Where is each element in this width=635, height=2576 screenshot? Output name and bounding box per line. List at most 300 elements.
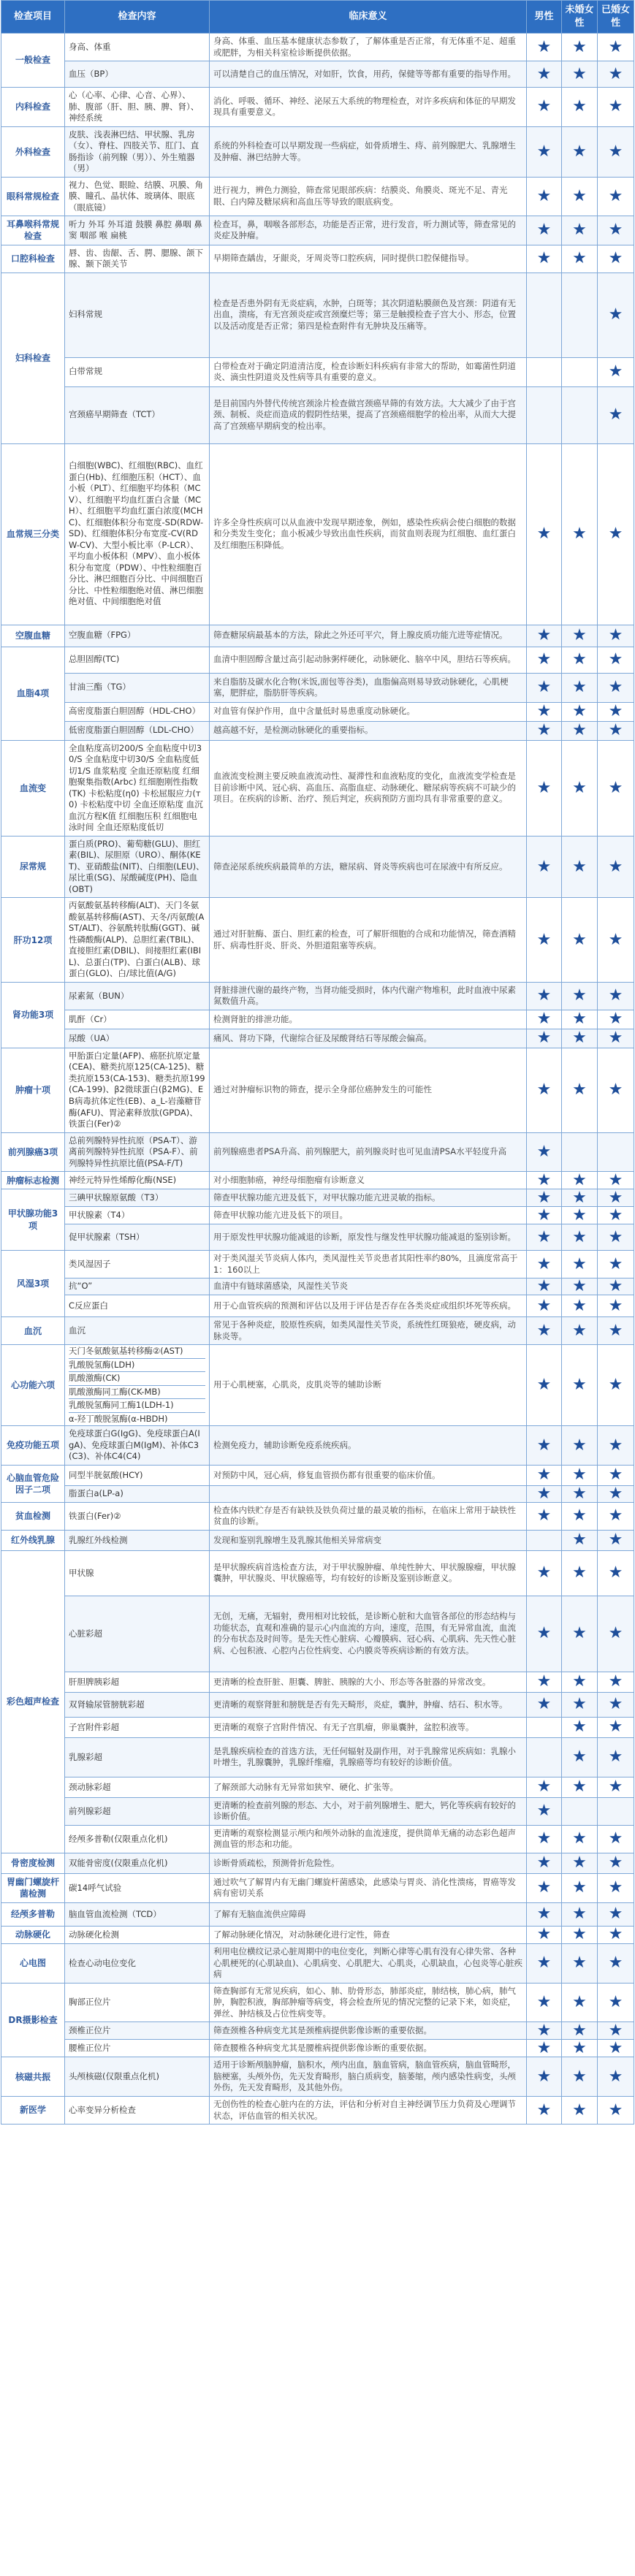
unmarried-female-star: ★ — [562, 88, 598, 127]
meaning-cell: 了解颈部大动脉有无异常如狭窄、硬化、扩张等。 — [210, 1777, 527, 1797]
content-cell: 抗“O” — [65, 1279, 210, 1295]
unmarried-female-star: ★ — [562, 625, 598, 647]
meaning-cell: 前列腺癌患者PSA升高、前列腺肥大，前列腺炎时也可见血清PSA水平轻度升高 — [210, 1132, 527, 1172]
content-line: 天门冬氨酸氨基转移酶②(AST) — [69, 1345, 205, 1359]
meaning-cell: 筛查胸部有无常见疾病，如心、肺、肋骨形态，肺部炎症，肺结核，肺心病，肺气肿，胸腔积液，胸部肿瘤等病变，将会检查所见的情况完整的记录下来，如炎症，弹丝、肿结核及占位性病变等。 — [210, 1983, 527, 2022]
content-cell: 心（心率、心律、心音、心界）、肺、腹部（肝、胆、胰、脾、肾）、神经系统 — [65, 88, 210, 127]
married-female-star: ★ — [598, 1345, 634, 1426]
header-male: 男性 — [527, 1, 562, 34]
married-female-star: ★ — [598, 2022, 634, 2040]
unmarried-female-star: ★ — [562, 1692, 598, 1717]
unmarried-female-star: ★ — [562, 61, 598, 88]
table-row — [1, 443, 634, 625]
married-female-star: ★ — [598, 1853, 634, 1873]
project-cell: 外科检查 — [1, 126, 65, 177]
male-star — [527, 1530, 562, 1550]
married-female-star: ★ — [598, 721, 634, 740]
male-star: ★ — [527, 625, 562, 647]
married-female-star: ★ — [598, 1251, 634, 1279]
male-star — [527, 273, 562, 357]
married-female-star: ★ — [598, 1502, 634, 1530]
table-row — [1, 1550, 634, 1596]
table-row — [1, 1943, 634, 1983]
content-cell: 视力、色觉、眼睑、结膜、巩膜、角膜、瞳孔、晶状体、玻璃体、眼底（眼底镜） — [65, 177, 210, 216]
content-cell: 空腹血糖（FPG） — [65, 625, 210, 647]
project-cell: DR摄影检查 — [1, 1983, 65, 2057]
male-star: ★ — [527, 177, 562, 216]
header-meaning: 临床意义 — [210, 1, 527, 34]
table-row — [1, 34, 634, 61]
table-row — [1, 177, 634, 216]
married-female-star: ★ — [598, 1029, 634, 1048]
married-female-star: ★ — [598, 386, 634, 443]
male-star: ★ — [527, 1926, 562, 1943]
male-star: ★ — [527, 1317, 562, 1345]
unmarried-female-star: ★ — [562, 1926, 598, 1943]
male-star: ★ — [527, 2096, 562, 2124]
table-row — [1, 2096, 634, 2124]
project-cell: 血脂4项 — [1, 647, 65, 740]
male-star: ★ — [527, 1943, 562, 1983]
content-cell: C反应蛋白 — [65, 1295, 210, 1317]
content-line: 乳酸脱氢酶同工酶1(LDH-1) — [69, 1399, 205, 1413]
male-star: ★ — [527, 1172, 562, 1189]
content-cell: 经颅多普勒(仅限重点化机) — [65, 1825, 210, 1853]
header-unmarried-female: 未婚女性 — [562, 1, 598, 34]
meaning-cell: 更清晰的检查前列腺的形态、大小，对于前列腺增生、肥大，钙化等疾病有较好的诊断价值。 — [210, 1797, 527, 1825]
table-row — [1, 1777, 634, 1797]
unmarried-female-star: ★ — [562, 702, 598, 721]
married-female-star: ★ — [598, 1317, 634, 1345]
unmarried-female-star: ★ — [562, 673, 598, 702]
married-female-star: ★ — [598, 1550, 634, 1596]
table-row — [1, 647, 634, 673]
table-row — [1, 1902, 634, 1926]
meaning-cell: 越高越不好，是检测动脉硬化的重要指标。 — [210, 721, 527, 740]
project-cell: 血常规三分类 — [1, 443, 65, 625]
married-female-star: ★ — [598, 1295, 634, 1317]
male-star: ★ — [527, 1797, 562, 1825]
table-row — [1, 1717, 634, 1737]
unmarried-female-star: ★ — [562, 740, 598, 836]
male-star: ★ — [527, 1873, 562, 1902]
unmarried-female-star: ★ — [562, 1777, 598, 1797]
project-cell: 经颅多普勒 — [1, 1902, 65, 1926]
content-cell: 听力 外耳 外耳道 鼓膜 鼻腔 鼻咽 鼻窦 咽部 喉 扁桃 — [65, 216, 210, 245]
meaning-cell: 无创伤性的检查心脏内在的方法，评估和分析对自主神经调节压力负荷及心理调节状态，评估血管的相关状况。 — [210, 2096, 527, 2124]
table-row — [1, 357, 634, 386]
unmarried-female-star: ★ — [562, 1029, 598, 1048]
meaning-cell: 身高、体重、血压基本健康状态参数了，了解体重是否正常，有无体重不足、超重或肥胖，为相关科室检诊断提供依据。 — [210, 34, 527, 61]
meaning-cell: 是目前国内外替代传统宫颈涂片检查做宫颈癌早筛的有效方法。大大减少了由于宫颈、制板、炎症而造成的假阴性结果，提高了宫颈癌细胞学的检出率，从而大大提高了宫颈癌早期病变的检出率。 — [210, 386, 527, 443]
meaning-cell: 通过对肿瘤标识物的筛查，提示全身部位癌肿发生的可能性 — [210, 1048, 527, 1132]
male-star — [527, 1737, 562, 1777]
project-cell: 贫血检测 — [1, 1502, 65, 1530]
content-cell: 颈动脉彩超 — [65, 1777, 210, 1797]
meaning-cell: 适用于诊断颅脑肿瘤，脑积水，颅内出血，脑血管病，脑血管疾病，脑血管畸形，脑梗塞，头颅外伤，先天发育畸形，脑白质病变，脑萎缩，颅内感染性病变，头颅外伤，先天发育畸形，及其他外伤。 — [210, 2057, 527, 2097]
table-row — [1, 836, 634, 898]
married-female-star: ★ — [598, 1777, 634, 1797]
table-row — [1, 1530, 634, 1550]
table-row — [1, 1010, 634, 1029]
meaning-cell: 检查体内铁贮存是否有缺铁及铁负荷过量的最灵敏的指标，在临床上常用于缺铁性贫血的诊断。 — [210, 1502, 527, 1530]
male-star: ★ — [527, 1465, 562, 1485]
unmarried-female-star: ★ — [562, 1717, 598, 1737]
meaning-cell: 无创，无痛，无辐射，费用相对比较低，是诊断心脏和大血管各部位的形态结构与功能状态，直观和准确的显示心内血流的方向，速度，范围，有无异常血流，血流的分布状态及时间等。是先天性心脏病、心瓣膜病、冠心病、心肌病、先天性心脏病、心包积液、心腔内占位性病变、心内膜炎等疾病诊断的有效方法。 — [210, 1596, 527, 1672]
content-cell: 白带常规 — [65, 357, 210, 386]
married-female-star: ★ — [598, 1717, 634, 1737]
meaning-cell: 诊断骨质疏松，预测骨折危险性。 — [210, 1853, 527, 1873]
meaning-cell: 检查是否患外阴有无炎症病，水肿，白斑等；其次阴道粘膜颜色及宫颈：阴道有无出血，溃疡，有无宫颈炎症或宫颈糜烂等；第三是触摸检查子宫大小、形态，位置以及活动度是否正常；第四是检查附件有无肿块及压痛等。 — [210, 273, 527, 357]
table-row — [1, 1029, 634, 1048]
meaning-cell — [210, 1485, 527, 1502]
unmarried-female-star: ★ — [562, 1189, 598, 1207]
table-row — [1, 1426, 634, 1466]
content-cell: 胸部正位片 — [65, 1983, 210, 2022]
male-star — [527, 386, 562, 443]
content-cell: 高密度脂蛋白胆固醇（HDL-CHO） — [65, 702, 210, 721]
project-cell: 心脑血管危险因子二项 — [1, 1465, 65, 1502]
married-female-star: ★ — [598, 2040, 634, 2057]
table-row — [1, 216, 634, 245]
content-cell: 唇、齿、齿龈、舌、腭、腮腺、颌下腺、颞下颌关节 — [65, 245, 210, 273]
project-cell: 肾功能3项 — [1, 982, 65, 1048]
married-female-star: ★ — [598, 2096, 634, 2124]
unmarried-female-star: ★ — [562, 1943, 598, 1983]
married-female-star: ★ — [598, 1426, 634, 1466]
content-cell: 甘油三酯（TG） — [65, 673, 210, 702]
married-female-star: ★ — [598, 1692, 634, 1717]
meaning-cell: 是甲状腺疾病首选检查方法，对于甲状腺肿瘤、单纯性肿大、甲状腺腺瘤，甲状腺囊肿，甲状腺炎、甲状腺癌等，均有较好的诊断及鉴别诊断意义。 — [210, 1550, 527, 1596]
male-star: ★ — [527, 1692, 562, 1717]
table-row — [1, 1172, 634, 1189]
table-row — [1, 673, 634, 702]
unmarried-female-star: ★ — [562, 2057, 598, 2097]
unmarried-female-star: ★ — [562, 126, 598, 177]
unmarried-female-star: ★ — [562, 1672, 598, 1692]
content-cell: 心率变异分析检查 — [65, 2096, 210, 2124]
married-female-star: ★ — [598, 245, 634, 273]
male-star: ★ — [527, 1224, 562, 1251]
male-star: ★ — [527, 1010, 562, 1029]
table-row — [1, 1132, 634, 1172]
married-female-star: ★ — [598, 1873, 634, 1902]
meaning-cell: 了解动脉硬化情况，对动脉硬化进行定性，筛查 — [210, 1926, 527, 1943]
content-line: 乳酸脱氢酶(LDH) — [69, 1359, 205, 1373]
table-row — [1, 126, 634, 177]
table-row — [1, 1224, 634, 1251]
meaning-cell: 检查耳，鼻，咽喉各部形态，功能是否正常，进行发音，听力测试等，筛查常见的炎症及肿瘤。 — [210, 216, 527, 245]
meaning-cell: 发现和鉴别乳腺增生及乳腺其他相关异常病变 — [210, 1530, 527, 1550]
married-female-star: ★ — [598, 1943, 634, 1983]
married-female-star: ★ — [598, 357, 634, 386]
table-row — [1, 1189, 634, 1207]
table-row — [1, 625, 634, 647]
male-star: ★ — [527, 647, 562, 673]
content-cell: 血沉 — [65, 1317, 210, 1345]
table-row — [1, 1797, 634, 1825]
unmarried-female-star: ★ — [562, 1902, 598, 1926]
content-cell: 总胆固醇(TC) — [65, 647, 210, 673]
male-star: ★ — [527, 2022, 562, 2040]
married-female-star: ★ — [598, 1672, 634, 1692]
project-cell: 新医学 — [1, 2096, 65, 2124]
content-cell: 总前列腺特异性抗原（PSA-T）、游离前列腺特异性抗原（PSA-F）、前列腺特异性抗原比值(PSA-F/T) — [65, 1132, 210, 1172]
married-female-star: ★ — [598, 673, 634, 702]
table-row — [1, 273, 634, 357]
male-star: ★ — [527, 1189, 562, 1207]
unmarried-female-star: ★ — [562, 836, 598, 898]
content-cell: 脂蛋白a(LP-a) — [65, 1485, 210, 1502]
married-female-star: ★ — [598, 1465, 634, 1485]
married-female-star — [598, 1132, 634, 1172]
table-row — [1, 245, 634, 273]
meaning-cell: 肾脏排泄代谢的最终产物，当肾功能受损时，体内代谢产物堆积，此时血液中尿素氮数值升高。 — [210, 982, 527, 1010]
married-female-star: ★ — [598, 740, 634, 836]
unmarried-female-star: ★ — [562, 1485, 598, 1502]
table-row — [1, 982, 634, 1010]
table-row — [1, 1295, 634, 1317]
unmarried-female-star: ★ — [562, 2040, 598, 2057]
meaning-cell: 用于原发性甲状腺功能减退的诊断，原发性与继发性甲状腺功能减退的鉴别诊断。 — [210, 1224, 527, 1251]
married-female-star: ★ — [598, 625, 634, 647]
meaning-cell: 用于心肌梗塞，心肌炎，皮肌炎等的辅助诊断 — [210, 1345, 527, 1426]
unmarried-female-star: ★ — [562, 1737, 598, 1777]
unmarried-female-star: ★ — [562, 1550, 598, 1596]
married-female-star: ★ — [598, 1983, 634, 2022]
meaning-cell: 对小细胞肺癌，神经母细胞瘤有诊断意义 — [210, 1172, 527, 1189]
married-female-star: ★ — [598, 88, 634, 127]
table-row — [1, 1048, 634, 1132]
project-cell: 心功能六项 — [1, 1345, 65, 1426]
meaning-cell: 痛风、肾功下降，代谢综合征及尿酸肾结石等尿酸会偏高。 — [210, 1029, 527, 1048]
married-female-star: ★ — [598, 1207, 634, 1224]
unmarried-female-star: ★ — [562, 177, 598, 216]
married-female-star: ★ — [598, 1902, 634, 1926]
table-row — [1, 898, 634, 983]
project-cell: 风湿3项 — [1, 1251, 65, 1317]
meaning-cell: 更清晰的观察子宫附件情况、有无子宫肌瘤，卵巢囊肿，盆腔积液等。 — [210, 1717, 527, 1737]
content-cell: 皮肤、浅表淋巴结、甲状腺、乳房（女）、脊柱、四肢关节、肛门、直肠指诊（前列腺（男））、外生殖器（男） — [65, 126, 210, 177]
table-row — [1, 1853, 634, 1873]
unmarried-female-star: ★ — [562, 245, 598, 273]
male-star: ★ — [527, 34, 562, 61]
meaning-cell: 利用电位横纹记录心脏周期中的电位变化，判断心律等心肌有没有心律失常、各种心肌梗死的(心肌缺血)、心肌病变、心肌肥大、心肌炎，心肌缺血，心包炎等心脏疾病 — [210, 1943, 527, 1983]
content-cell: 低密度脂蛋白胆固醇（LDL-CHO） — [65, 721, 210, 740]
married-female-star: ★ — [598, 1825, 634, 1853]
meaning-cell: 常见于各种炎症，胶原性疾病，如类风湿性关节炎，系统性红斑狼疮，硬皮病，动脉炎等。 — [210, 1317, 527, 1345]
married-female-star: ★ — [598, 273, 634, 357]
table-row — [1, 1485, 634, 1502]
table-row — [1, 386, 634, 443]
project-cell: 一般检查 — [1, 34, 65, 88]
project-cell: 口腔科检查 — [1, 245, 65, 273]
married-female-star: ★ — [598, 1926, 634, 1943]
meaning-cell: 对预防中风，冠心病，修复血管损伤都有很重要的临床价值。 — [210, 1465, 527, 1485]
meaning-cell: 检测免疫力，辅助诊断免疫系统疾病。 — [210, 1426, 527, 1466]
content-cell: 类风湿因子 — [65, 1251, 210, 1279]
table-body — [1, 34, 634, 2125]
married-female-star: ★ — [598, 216, 634, 245]
meaning-cell: 了解有无脑血流供应障碍 — [210, 1902, 527, 1926]
meaning-cell: 用于心血管疾病的预测和评估以及用于评估是否存在各类炎症或组织坏死等疾病。 — [210, 1295, 527, 1317]
content-cell: 尿素氮（BUN） — [65, 982, 210, 1010]
content-cell: 甲状腺素（T4） — [65, 1207, 210, 1224]
table-row — [1, 1983, 634, 2022]
unmarried-female-star: ★ — [562, 1530, 598, 1550]
unmarried-female-star: ★ — [562, 1345, 598, 1426]
content-line: α-羟丁酸脱氢酶(α-HBDH) — [69, 1413, 168, 1424]
project-cell: 骨密度检测 — [1, 1853, 65, 1873]
meaning-cell: 筛查腰椎各种病变尤其是腰椎病提供影像诊断的重要依据。 — [210, 2040, 527, 2057]
male-star: ★ — [527, 2057, 562, 2097]
meaning-cell: 更清晰的观察检测显示颅内和颅外动脉的血流速度，提供简单无痛的动态彩色超声测血管的形态和功能。 — [210, 1825, 527, 1853]
meaning-cell: 是乳腺疾病检查的首选方法，无任何辐射及副作用，对于乳腺常见疾病如：乳腺小叶增生，乳腺囊肿，乳腺纤维瘤，乳腺癌等均有较好的诊断价值。 — [210, 1737, 527, 1777]
unmarried-female-star — [562, 357, 598, 386]
married-female-star: ★ — [598, 61, 634, 88]
project-cell: 动脉硬化 — [1, 1926, 65, 1943]
unmarried-female-star: ★ — [562, 1465, 598, 1485]
male-star: ★ — [527, 1295, 562, 1317]
unmarried-female-star: ★ — [562, 1224, 598, 1251]
content-line: 肌酸激酶(CK) — [69, 1372, 205, 1386]
content-line: 肌酸激酶同工酶(CK-MB) — [69, 1386, 205, 1400]
meaning-cell: 白带检查对于确定阴道清洁度，检查诊断妇科疾病有非常大的帮助，如霉菌性阴道炎、滴虫性阴道炎及性病等具有重要的意义。 — [210, 357, 527, 386]
unmarried-female-star: ★ — [562, 647, 598, 673]
unmarried-female-star: ★ — [562, 1251, 598, 1279]
meaning-cell: 更清晰的观察肾脏和膀胱是否有先天畸形，炎症，囊肿，肿瘤、结石、积水等。 — [210, 1692, 527, 1717]
unmarried-female-star: ★ — [562, 1010, 598, 1029]
married-female-star: ★ — [598, 1530, 634, 1550]
married-female-star: ★ — [598, 1485, 634, 1502]
unmarried-female-star: ★ — [562, 443, 598, 625]
content-cell: 身高、体重 — [65, 34, 210, 61]
table-row — [1, 1279, 634, 1295]
married-female-star: ★ — [598, 1189, 634, 1207]
meaning-cell: 筛查甲状腺功能亢进及低下，对甲状腺功能亢进灵敏的指标。 — [210, 1189, 527, 1207]
meaning-cell: 筛查糖尿病最基本的方法，除此之外还可平穴，肾上腺皮质功能亢进等症情况。 — [210, 625, 527, 647]
meaning-cell: 更清晰的检查肝脏、胆囊、脾脏、胰腺的大小、形态等各脏器的异常改变。 — [210, 1672, 527, 1692]
unmarried-female-star: ★ — [562, 1825, 598, 1853]
table-row — [1, 1737, 634, 1777]
project-cell: 内科检查 — [1, 88, 65, 127]
male-star: ★ — [527, 1207, 562, 1224]
meaning-cell: 筛查颈椎各种病变尤其是颈椎病提供影像诊断的重要依据。 — [210, 2022, 527, 2040]
meaning-cell: 血液流变检测主要反映血液流动性、凝滞性和血液粘度的变化，血液流变学检查是目前诊断中风、冠心病、高血压、高脂血症、动脉硬化、糖尿病等疾病不可缺少的项目。在疾病的诊断、治疗、预后判定，疾病预防方面均具有非常重要的意义。 — [210, 740, 527, 836]
content-cell: 妇科常规 — [65, 273, 210, 357]
table-row — [1, 1345, 634, 1426]
meaning-cell: 消化、呼吸、循环、神经、泌尿五大系统的物理检查，对许多疾病和体征的早期发现具有重要意义。 — [210, 88, 527, 127]
married-female-star: ★ — [598, 34, 634, 61]
content-cell: 前列腺彩超 — [65, 1797, 210, 1825]
content-cell: 宫颈癌早期筛查（TCT） — [65, 386, 210, 443]
content-cell: 脑血管血流检测（TCD） — [65, 1902, 210, 1926]
meaning-cell: 血清中有链球菌感染，风湿性关节炎 — [210, 1279, 527, 1295]
married-female-star: ★ — [598, 1596, 634, 1672]
unmarried-female-star: ★ — [562, 982, 598, 1010]
project-cell: 妇科检查 — [1, 273, 65, 443]
project-cell: 核磁共振 — [1, 2057, 65, 2097]
meaning-cell: 进行视力，辨色力测验，筛查常见眼部疾病：结膜炎、角膜炎、斑光不足、青光眼、白内障及糖尿病和高血压等导致的眼底病变。 — [210, 177, 527, 216]
unmarried-female-star: ★ — [562, 898, 598, 983]
male-star: ★ — [527, 1550, 562, 1596]
table-row — [1, 1825, 634, 1853]
content-cell: 全血粘度高切200/S 全血粘度中切30/S 全血粘度中切30/S 全血粘度低切1/S 血浆粘度 全血还原粘度 红细胞聚集指数(Arbc) 红细胞刚性指数(TK) 卡松粘度(η0) 卡松屈服应力(т0) 卡松粘度中切 全血还原粘度 血沉 血沉方程K值 红细胞压积 红细胞电泳时间 全血还原粘度低切 — [65, 740, 210, 836]
male-star — [527, 1717, 562, 1737]
male-star — [527, 357, 562, 386]
meaning-cell: 许多全身性疾病可以从血液中发现早期迹象，例如，感染性疾病会使白细胞的数据和分类发生变化；血小板减少导致出血性疾病，而贫血则表现为红细胞、血红蛋白及红细胞压积降低。 — [210, 443, 527, 625]
unmarried-female-star: ★ — [562, 1873, 598, 1902]
married-female-star: ★ — [598, 2057, 634, 2097]
checkup-table — [1, 0, 634, 2125]
unmarried-female-star: ★ — [562, 1502, 598, 1530]
male-star: ★ — [527, 1426, 562, 1466]
content-cell: 免疫球蛋白G(IgG)、免疫球蛋白A(IgA)、免疫球蛋白M(IgM)、补体C3(C3)、补体C4(C4) — [65, 1426, 210, 1466]
content-cell: 双肾输尿管膀胱彩超 — [65, 1692, 210, 1717]
content-cell: 肌酐（Cr） — [65, 1010, 210, 1029]
married-female-star — [598, 1797, 634, 1825]
table-row — [1, 1926, 634, 1943]
male-star: ★ — [527, 1983, 562, 2022]
content-cell: 颈椎正位片 — [65, 2022, 210, 2040]
content-cell: 丙氨酸氨基转移酶(ALT)、天门冬氨酸氨基转移酶(AST)、天冬/丙氨酸(AST/ALT)、谷氨酰转肽酶(GGT)、碱性磷酸酶(ALP)、总胆红素(TBIL)、直接胆红素(DBIL)、间接胆红素(IBIL)、总蛋白(TP)、白蛋白(ALB)、球蛋白(GLO)、白/球比值(A/G) — [65, 898, 210, 983]
table-row — [1, 1251, 634, 1279]
content-cell: 腰椎正位片 — [65, 2040, 210, 2057]
project-cell: 前列腺癌3项 — [1, 1132, 65, 1172]
table-row — [1, 61, 634, 88]
content-cell: 三碘甲状腺原氨酸（T3） — [65, 1189, 210, 1207]
unmarried-female-star: ★ — [562, 34, 598, 61]
male-star: ★ — [527, 1485, 562, 1502]
table-row — [1, 1692, 634, 1717]
content-cell: 甲胎蛋白定量(AFP)、癌胚抗原定量(CEA)、糖类抗原125(CA-125)、糖类抗原153(CA-153)、糖类抗原199(CA-199)、β2微球蛋白(β2MG)、EB病毒抗体定性(EB)、a_L-岩藻糖苷酶(AFU)、胃泌素释放肽(GPDA)、铁蛋白(Fer)② — [65, 1048, 210, 1132]
married-female-star: ★ — [598, 702, 634, 721]
unmarried-female-star: ★ — [562, 1295, 598, 1317]
unmarried-female-star: ★ — [562, 2022, 598, 2040]
male-star: ★ — [527, 1048, 562, 1132]
content-cell: 铁蛋白(Fer)② — [65, 1502, 210, 1530]
header-married-female: 已婚女性 — [598, 1, 634, 34]
married-female-star: ★ — [598, 443, 634, 625]
meaning-cell: 早期筛查龋齿，牙龈炎，牙周炎等口腔疾病，同时提供口腔保健指导。 — [210, 245, 527, 273]
male-star: ★ — [527, 126, 562, 177]
unmarried-female-star: ★ — [562, 1317, 598, 1345]
male-star: ★ — [527, 1596, 562, 1672]
male-star: ★ — [527, 836, 562, 898]
project-cell: 尿常规 — [1, 836, 65, 898]
table-row — [1, 2057, 634, 2097]
table-row — [1, 2022, 634, 2040]
meaning-cell: 对血管有保护作用，血中含量低时易患重度动脉硬化。 — [210, 702, 527, 721]
table-row — [1, 721, 634, 740]
male-star: ★ — [527, 1672, 562, 1692]
married-female-star: ★ — [598, 1737, 634, 1777]
married-female-star: ★ — [598, 898, 634, 983]
meaning-cell: 来自脂肪及碳水化合物(米饭,面包等谷类)，血脂偏高则易导致动脉硬化，心肌梗塞，肥胖症，脂肪肝等疾病。 — [210, 673, 527, 702]
married-female-star: ★ — [598, 982, 634, 1010]
content-cell: 促甲状腺素（TSH） — [65, 1224, 210, 1251]
project-cell: 眼科常规检查 — [1, 177, 65, 216]
male-star: ★ — [527, 1345, 562, 1426]
male-star: ★ — [527, 1902, 562, 1926]
unmarried-female-star — [562, 1132, 598, 1172]
married-female-star: ★ — [598, 177, 634, 216]
project-cell: 胃幽门螺旋杆菌检测 — [1, 1873, 65, 1902]
male-star: ★ — [527, 898, 562, 983]
content-cell: 同型半胱氨酸(HCY) — [65, 1465, 210, 1485]
meaning-cell: 血清中胆固醇含量过高引起动脉粥样硬化，动脉硬化、脑卒中风，胆结石等疾病。 — [210, 647, 527, 673]
table-row — [1, 740, 634, 836]
